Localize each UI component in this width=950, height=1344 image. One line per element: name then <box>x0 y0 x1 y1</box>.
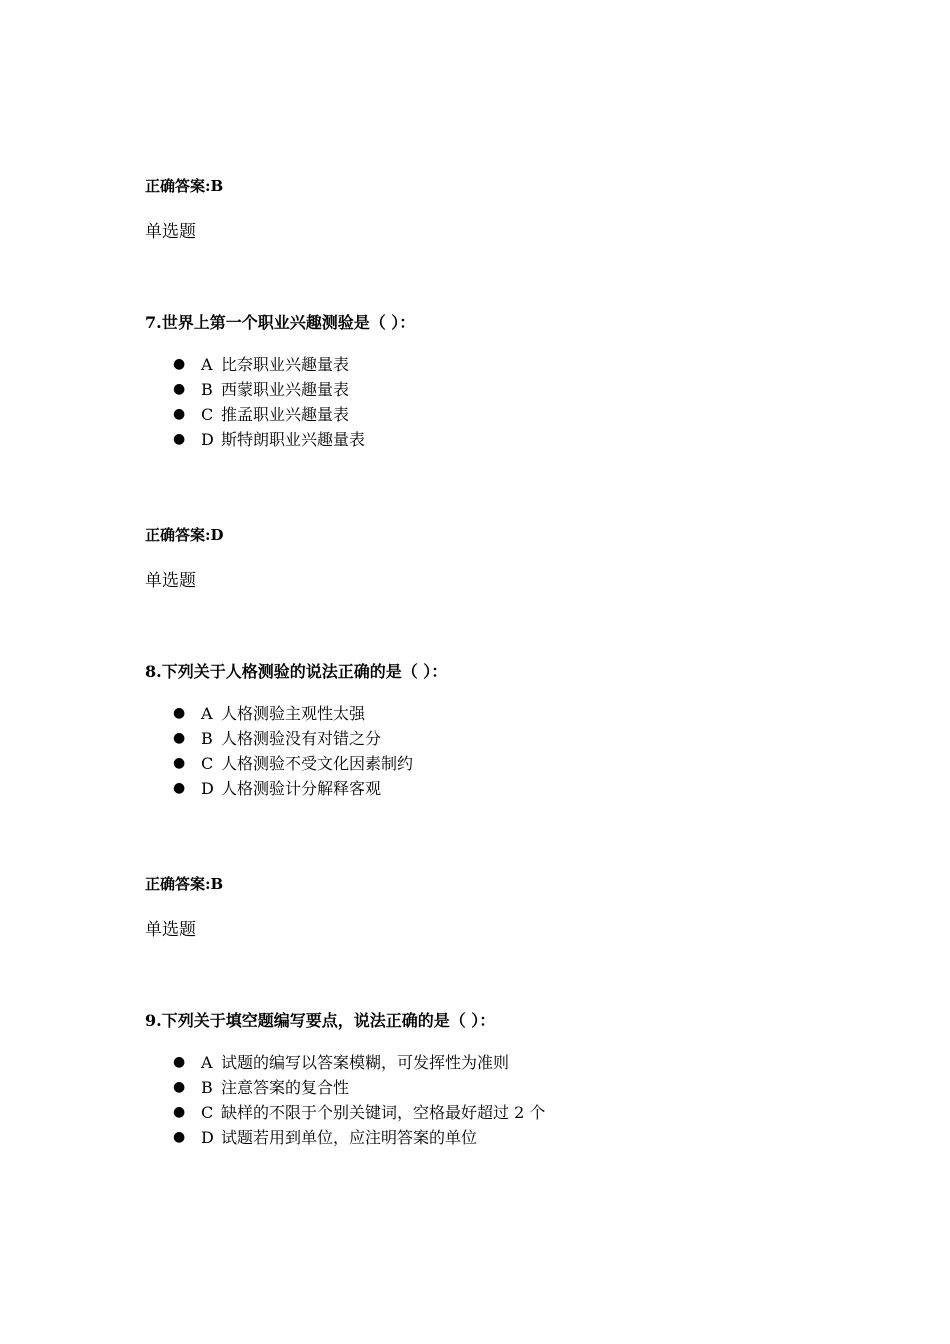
option-text: 人格测验主观性太强 <box>221 704 366 723</box>
option-text: 斯特朗职业兴趣量表 <box>221 430 366 449</box>
question-text: 7.世界上第一个职业兴趣测验是（ ）： <box>145 313 416 332</box>
option-list <box>145 1050 865 1150</box>
question-type: 单选题 <box>145 222 196 242</box>
option-c <box>145 1100 865 1125</box>
option-letter: D <box>201 430 214 449</box>
option-b <box>145 726 865 751</box>
option-text: 人格测验计分解释客观 <box>221 779 382 798</box>
bullet-icon: ● <box>173 406 186 422</box>
option-d <box>145 776 865 801</box>
question-text: 8.下列关于人格测验的说法正确的是（ ）： <box>145 662 448 681</box>
bullet-icon: ● <box>173 431 186 447</box>
answer-block-6 <box>145 175 865 243</box>
option-text: 试题若用到单位，应注明答案的单位 <box>221 1128 478 1147</box>
option-letter: D <box>201 1128 214 1147</box>
option-letter: A <box>201 355 213 374</box>
option-letter: C <box>201 405 214 424</box>
option-c <box>145 751 865 776</box>
option-a <box>145 701 865 726</box>
bullet-icon: ● <box>173 1104 186 1120</box>
option-text: 注意答案的复合性 <box>221 1078 350 1097</box>
question-block-8 <box>145 661 865 801</box>
answer-block-8 <box>145 873 865 941</box>
option-text: 西蒙职业兴趣量表 <box>221 380 350 399</box>
option-letter: D <box>201 779 214 798</box>
question-block-7 <box>145 312 865 452</box>
bullet-icon: ● <box>173 381 186 397</box>
question-type: 单选题 <box>145 920 196 940</box>
option-letter: B <box>201 1078 213 1097</box>
option-d <box>145 427 865 452</box>
option-b <box>145 377 865 402</box>
bullet-icon: ● <box>173 705 186 721</box>
question-text: 9.下列关于填空题编写要点，说法正确的是（ ）： <box>145 1011 496 1030</box>
option-letter: C <box>201 1103 214 1122</box>
option-text: 试题的编写以答案模糊，可发挥性为准则 <box>221 1053 510 1072</box>
option-text: 推孟职业兴趣量表 <box>221 405 350 424</box>
option-d <box>145 1125 865 1150</box>
option-b <box>145 1075 865 1100</box>
option-a <box>145 1050 865 1075</box>
bullet-icon: ● <box>173 755 186 771</box>
bullet-icon: ● <box>173 730 186 746</box>
bullet-icon: ● <box>173 780 186 796</box>
option-c <box>145 402 865 427</box>
question-block-9 <box>145 1010 865 1150</box>
option-letter: B <box>201 729 213 748</box>
option-list <box>145 701 865 801</box>
bullet-icon: ● <box>173 1054 186 1070</box>
bullet-icon: ● <box>173 1079 186 1095</box>
option-letter: A <box>201 1053 213 1072</box>
correct-answer: 正确答案:B <box>145 177 224 195</box>
option-letter: A <box>201 704 213 723</box>
option-list <box>145 352 865 452</box>
option-a <box>145 352 865 377</box>
answer-block-7 <box>145 524 865 592</box>
option-text: 比奈职业兴趣量表 <box>221 355 350 374</box>
option-letter: B <box>201 380 213 399</box>
option-text: 人格测验没有对错之分 <box>221 729 382 748</box>
correct-answer: 正确答案:D <box>145 526 224 544</box>
option-text: 缺样的不限于个别关键词，空格最好超过 2 个 <box>221 1103 546 1122</box>
question-type: 单选题 <box>145 571 196 591</box>
option-letter: C <box>201 754 214 773</box>
option-text: 人格测验不受文化因素制约 <box>221 754 414 773</box>
correct-answer: 正确答案:B <box>145 875 224 893</box>
bullet-icon: ● <box>173 1129 186 1145</box>
bullet-icon: ● <box>173 356 186 372</box>
